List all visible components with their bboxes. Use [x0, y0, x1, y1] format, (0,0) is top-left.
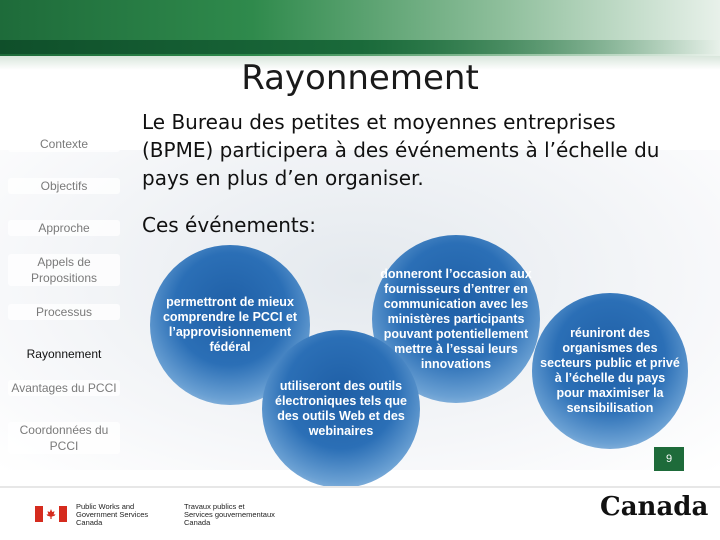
dept-en-line-3: Canada — [76, 518, 103, 527]
event-circle-4 — [532, 293, 688, 449]
footer-divider — [0, 486, 720, 488]
body-subheading: Ces événements: — [142, 213, 316, 237]
department-name-fr — [184, 503, 275, 527]
nav-item-objectifs[interactable]: Objectifs — [8, 178, 120, 194]
event-circle-4-text: réuniront des organismes des secteurs public et privé à l’échelle du pays pour maximiser la sensibilisation — [540, 326, 680, 415]
dept-en-line-1: Public Works and — [76, 502, 135, 511]
page-number: 9 — [654, 447, 684, 471]
nav-item-processus[interactable]: Processus — [8, 304, 120, 320]
nav-item-contexte[interactable]: Contexte — [8, 136, 120, 152]
event-circle-2 — [262, 330, 420, 488]
event-circle-2-text: utiliseront des outils électroniques tels que des outils Web et des webinaires — [275, 379, 407, 438]
nav-item-coordonnees[interactable]: Coordonnées du PCCI — [8, 422, 120, 454]
body-paragraph: Le Bureau des petites et moyennes entreprises (BPME) participera à des événements à l’échelle du pays en plus d’en organiser. — [142, 110, 660, 190]
nav-item-approche[interactable]: Approche — [8, 220, 120, 236]
canada-flag-icon — [35, 506, 67, 522]
department-name-en — [76, 503, 148, 527]
nav-item-avantages[interactable]: Avantages du PCCI — [8, 380, 120, 396]
dept-en-line-2: Government Services — [76, 510, 149, 519]
canada-wordmark — [600, 492, 708, 522]
nav-item-rayonnement[interactable]: Rayonnement — [26, 347, 102, 361]
slide-title: Rayonnement — [241, 58, 479, 98]
header-band — [0, 40, 720, 54]
event-circle-3-text: donneront l’occasion aux fournisseurs d’entrer en communication avec les ministères participants pouvant potentiellement mettre à l’essai leurs innovations — [380, 266, 532, 371]
event-circle-1-text: permettront de mieux comprendre le PCCI et l’approvisionnement fédéral — [162, 295, 298, 354]
dept-fr-line-1: Travaux publics et — [184, 502, 245, 511]
nav-item-appels-de-propositions[interactable]: Appels de Propositions — [8, 254, 120, 286]
canada-wordmark-text: Canada — [600, 492, 709, 522]
dept-fr-line-2: Services gouvernementaux — [184, 510, 275, 519]
dept-fr-line-3: Canada — [184, 518, 211, 527]
